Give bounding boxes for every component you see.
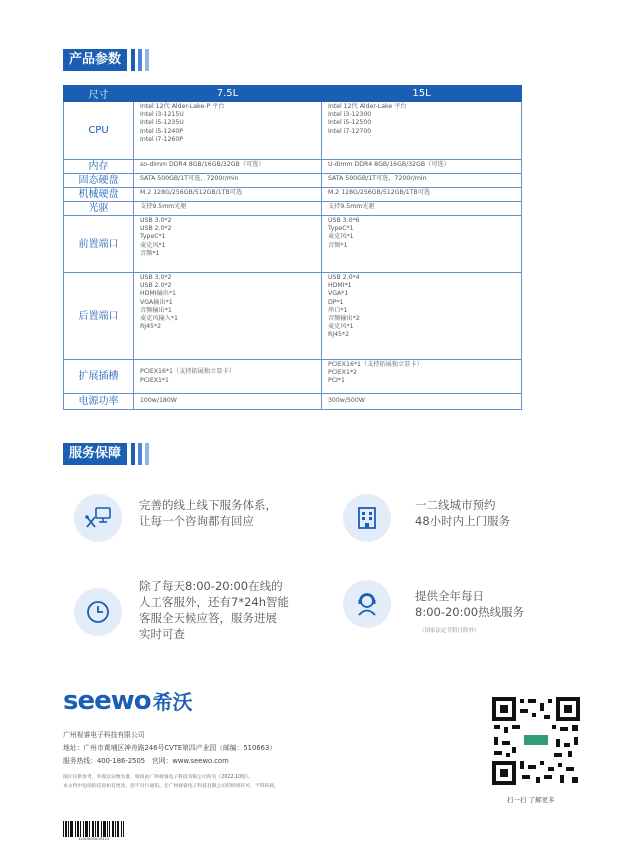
spec-table [63, 85, 522, 410]
barcode [63, 817, 133, 837]
disclaimer-line-1: 图片仅供参考，外观以实物为准，版权由广州视睿电子科技有限公司所有（2022.10版）。 [63, 775, 254, 780]
row-label: 光驱 [64, 202, 134, 216]
cell-15l: 支持9.5mm光驱 [322, 202, 522, 216]
cell-15l: Intel 12代 Alder-Lake 平台 Intel i3-12300 Intel i5-12500 Intel i7-12700 [322, 102, 522, 160]
cell-7-5l: PCIEX16*1（支持拓展独立显卡） PCIEX1*1 [134, 360, 322, 394]
decorative-bars [131, 443, 149, 465]
logo-cn: 希沃 [152, 690, 193, 714]
cell-7-5l: USB 3.0*2 USB 2.0*2 HDMI输出*1 VGA输出*1 音频输出*1 麦克风输入*1 RJ45*2 [134, 273, 322, 360]
table-row [64, 174, 522, 188]
table-row [64, 216, 522, 273]
cell-7-5l: USB 3.0*2 USB 2.0*2 TypeC*1 麦克风*1 音频*1 [134, 216, 322, 273]
cell-15l: SATA 500GB/1T可选，7200r/min [322, 174, 522, 188]
cell-15l: USB 2.0*4 HDMI*1 VGA*1 DP*1 串口*1 音频输出*2 麦克风*1 RJ45*2 [322, 273, 522, 360]
row-label: 内存 [64, 160, 134, 174]
service-section-title: 服务保障 [63, 443, 127, 465]
company-address: 地址：广州市黄埔区神舟路246号CVTE第四产业园（邮编：510663） [63, 744, 277, 752]
spec-section-title: 产品参数 [63, 49, 127, 71]
row-label: 固态硬盘 [64, 174, 134, 188]
clock-icon [84, 598, 112, 626]
table-row [64, 273, 522, 360]
header-size: 尺寸 [64, 86, 134, 102]
header-15l: 15L [322, 86, 522, 102]
table-row [64, 394, 522, 410]
tools-monitor-icon [83, 503, 113, 533]
barcode-number: 1200000000112 [78, 836, 110, 841]
spec-table-header [64, 86, 522, 102]
row-label: 电源功率 [64, 394, 134, 410]
table-row [64, 160, 522, 174]
cell-7-5l: SATA 500GB/1T可选，7200r/min [134, 174, 322, 188]
header-7-5l: 7.5L [134, 86, 322, 102]
qr-code [492, 697, 580, 785]
disclaimer-line-2: 本文档中包括的信息如有更改，恕不另行通知。无广州视睿电子科技有限公司的特别许可，不得转载。 [63, 784, 279, 789]
cell-15l: 300w/500W [322, 394, 522, 410]
row-label: 扩展插槽 [64, 360, 134, 394]
cell-15l: U-dimm DDR4 8GB/16GB/32GB（可选） [322, 160, 522, 174]
service-text-3: 除了每天8:00-20:00在线的 人工客服外，还有7*24h智能 客服全天候应答，服务进展 实时可查 [139, 579, 289, 641]
spec-section-header [63, 49, 149, 71]
seewo-logo [63, 686, 193, 716]
service-icon-circle [343, 494, 391, 542]
company-name: 广州视睿电子科技有限公司 [63, 731, 145, 739]
service-icon-circle [74, 588, 122, 636]
table-row [64, 188, 522, 202]
service-text-2: 一二线城市预约 48小时内上门服务 [415, 498, 511, 528]
cell-15l: PCIEX16*1（支持拓展独立显卡） PCIEX1*2 PCI*1 [322, 360, 522, 394]
service-icon-circle [343, 580, 391, 628]
cell-15l: USB 3.0*6 TypeC*1 麦克风*1 音频*1 [322, 216, 522, 273]
headset-agent-icon [352, 589, 382, 619]
cell-7-5l: 支持9.5mm光驱 [134, 202, 322, 216]
table-row [64, 360, 522, 394]
building-icon [353, 504, 381, 532]
qr-caption: 扫一扫 了解更多 [507, 796, 555, 804]
cell-7-5l: Intel 12代 Alder-Lake-P 平台 Intel i3-1215U Intel i5-1235U Intel i5-1240P Intel i7-1260P [134, 102, 322, 160]
row-label: 后置端口 [64, 273, 134, 360]
cell-7-5l: so-dimm DDR4 8GB/16GB/32GB（可选） [134, 160, 322, 174]
service-text-1: 完善的线上线下服务体系， 让每一个咨询都有回应 [139, 498, 277, 528]
row-label: 前置端口 [64, 216, 134, 273]
row-label: CPU [64, 102, 134, 160]
table-row [64, 202, 522, 216]
decorative-bars [131, 49, 149, 71]
service-text-4: 提供全年每日 8:00-20:00热线服务 [415, 589, 525, 619]
logo-latin: seewo [63, 686, 151, 716]
service-icon-circle [74, 494, 122, 542]
company-contact: 服务热线：400-186-2505 官网：www.seewo.com [63, 757, 229, 765]
cell-15l: M.2 128G/256GB/512GB/1TB可选 [322, 188, 522, 202]
table-row [64, 102, 522, 160]
cell-7-5l: 100w/180W [134, 394, 322, 410]
row-label: 机械硬盘 [64, 188, 134, 202]
service-note: （国家法定节假日除外） [419, 628, 480, 634]
cell-7-5l: M.2 128G/256GB/512GB/1TB可选 [134, 188, 322, 202]
service-section-header [63, 443, 149, 465]
qr-code-graphic [492, 697, 580, 785]
